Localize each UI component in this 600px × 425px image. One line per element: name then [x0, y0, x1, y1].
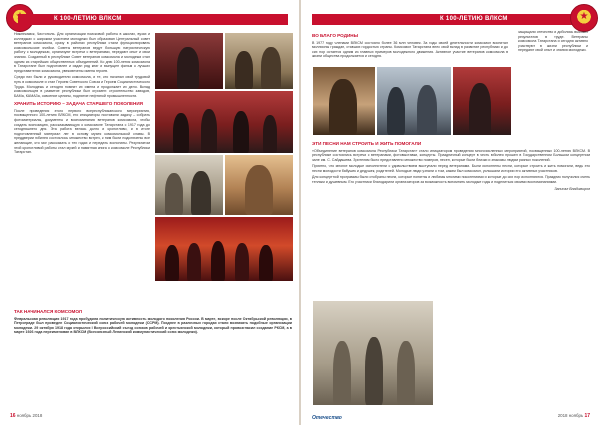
- paragraph: Приятно, что многие молодые исполнители с удовольствием выступали перед ветеранами. Были исполнены песни, которые строить и жить помогали, ведь это песни молодости бабушек и дедушек, родителей. Молодые люди узнали о том, каким был комсомол, услышали истории его активных участников.: [312, 164, 590, 173]
- vlksm-emblem-icon: [570, 4, 598, 32]
- right-footer: [558, 413, 590, 419]
- right-header-band: [312, 14, 582, 25]
- paragraph: Для концертной программы были отобраны песни, которые понятны и любимы многими поколениями и которые до сих пор исполняются. Праздник получился очень теплым и душевным. Его участники благодарили организаторов за возможность вспомнить молодые годы и поделиться своими воспоминаниями.: [312, 175, 590, 185]
- subheading-history: ХРАНИТЬ ИСТОРИЮ – ЗАДАЧА СТАРШЕГО ПОКОЛЕНИЯ: [14, 101, 143, 107]
- page-number-left: 16: [10, 413, 16, 419]
- subheading-songs: ЭТИ ПЕСНИ НАМ СТРОИТЬ И ЖИТЬ ПОМОГАЛИ: [312, 141, 422, 146]
- paragraph: Нижнекамск, Чистополь. Для организации поисковой работы в школах, вузах и колледжах с широким участием молодежи был образован Центральный совет ветеранов комсомола, сразу в районах республики стали функционировать комсомольские ячейки. Советы ветеранов ведут большую патриотическую работу с молодежью, организуют встречи с ветеранами, передают опыт и свои знания. Созданный в республике Совет ветеранов комсомола и молодежи стал одним из старейших общественных объединений. Ко дню 100-летия комсомола в Татарстане был подготовлен и издан ряд книг и выпущен фильм о лучших представителях комсомола, увековечены имена героев.: [14, 32, 150, 73]
- right-side-text: [518, 30, 588, 110]
- magazine-logo: Отечество: [312, 415, 342, 421]
- left-column-text: [14, 32, 150, 304]
- left-bottom-section: [14, 306, 292, 406]
- photo-concert-hall: [312, 300, 434, 406]
- left-footer: [10, 413, 42, 419]
- photo-choir: [154, 216, 294, 282]
- right-page: [300, 0, 600, 425]
- author-signature: Записал Владимиров: [554, 186, 590, 191]
- left-header-band: [18, 14, 288, 25]
- photo-portrait-woman: [224, 154, 294, 216]
- left-header-title: К 100-ЛЕТИЮ ВЛКСМ: [54, 16, 122, 22]
- page-number-right: 17: [584, 413, 590, 419]
- footer-date-left: ноябрь 2018: [16, 413, 43, 418]
- subheading-beginning: ТАК НАЧИНАЛСЯ КОМСОМОЛ: [14, 309, 83, 314]
- paragraph: Февральская революция 1917 года пробудила политическую активность молодого поколения России. В марте, вскоре после Октябрьской революции, в Петрограде был проведен Социалистический союз рабочей молодежи (ССРМ). Позднее в различных городах стали возникать подобные организации молодежи. 29 октября 1918 года открылся I Всероссийский съезд союзов рабочей и крестьянской молодежи, который провозгласил создание РКСМ, а в марте 1926 года переименован в ВЛКСМ (Всесоюзный Ленинский коммунистический союз молодежи).: [14, 316, 292, 335]
- paragraph: «Объединение ветеранов комсомола Республики Татарстан» стало инициатором проведения многочисленных мероприятий, посвященных 100-летию ВЛКСМ. В республике состоялись встречи с ветеранами, фотовыставки, концерты. Праздничный концерт в честь юбилея прошел в Государственном Большом концертном зале им. С. Сайдашева. Зрителям было представлено множество номеров, песен, которые были близки и знакомы людям разных поколений.: [312, 148, 590, 162]
- photo-stage: [154, 90, 294, 154]
- paragraph: Среди них были и руководители комсомола, и те, кто начинал свой трудовой путь в комсомоле и стал Героем Советского Союза и Героем Социалистического Труда. Молодежь и сегодня помнит их имена и продолжает их дело. Вклад комсомольцев в развитие республики был огромен: строительство заводов, БАМа, КАМАЗа, освоение целины, поднятие нефтяной промышленности.: [14, 75, 150, 98]
- photo-meeting: [376, 66, 452, 136]
- photo-veterans: [224, 32, 294, 90]
- paragraph: В 1977 году членами ВЛКСМ состояло более 36 млн человек. За годы своей деятельности комсомол воспитал миллионы граждан, ставших гордостью страны. Комсомол Татарстана внес свой вклад в развитие республики и до сих пор остается одним из главных примеров молодежного движения. Активное участие ветеранов комсомола в жизни общества продолжается и сегодня.: [312, 40, 508, 59]
- footer-date-right: 2018 ноябрь: [557, 413, 584, 418]
- subheading-for-motherland: ВО БЛАГО РОДИНЫ: [312, 33, 359, 38]
- photo-award: [154, 154, 224, 216]
- photo-flag: [452, 66, 512, 136]
- paragraph: После проведения этого первого всереспубликанского мероприятия, посвященного 100-летию ВЛКСМ, его инициаторы поставили задачу – собрать фотоматериалы, документы и воспоминания ветеранов комсомола, чтобы создать экспозицию, рассказывающую о комсомоле Татарстана с 1917 года до сегодняшнего дня. Эта работа велась долго и кропотливо, и в итоге подготовленный материал лег в основу музея комсомольской славы. В преддверии юбилея состоялось множество встреч, к ним были подключены все желающие, кто мог рассказать о тех годах и передать экспонаты. Результатом этой кропотливой работы стал музей и памятная книга о комсомоле Республики Татарстан.: [14, 108, 150, 155]
- photo-veteran-man: [312, 66, 376, 136]
- paragraph: защищали отечество и добились высоких результатов в труде. Ветераны комсомола Татарстана и сегодня активно участвуют в жизни республики и передают свой опыт и знания молодежи.: [518, 30, 588, 53]
- right-header-title: К 100-ЛЕТИЮ ВЛКСМ: [440, 16, 508, 22]
- photo-ceremony: [154, 32, 224, 90]
